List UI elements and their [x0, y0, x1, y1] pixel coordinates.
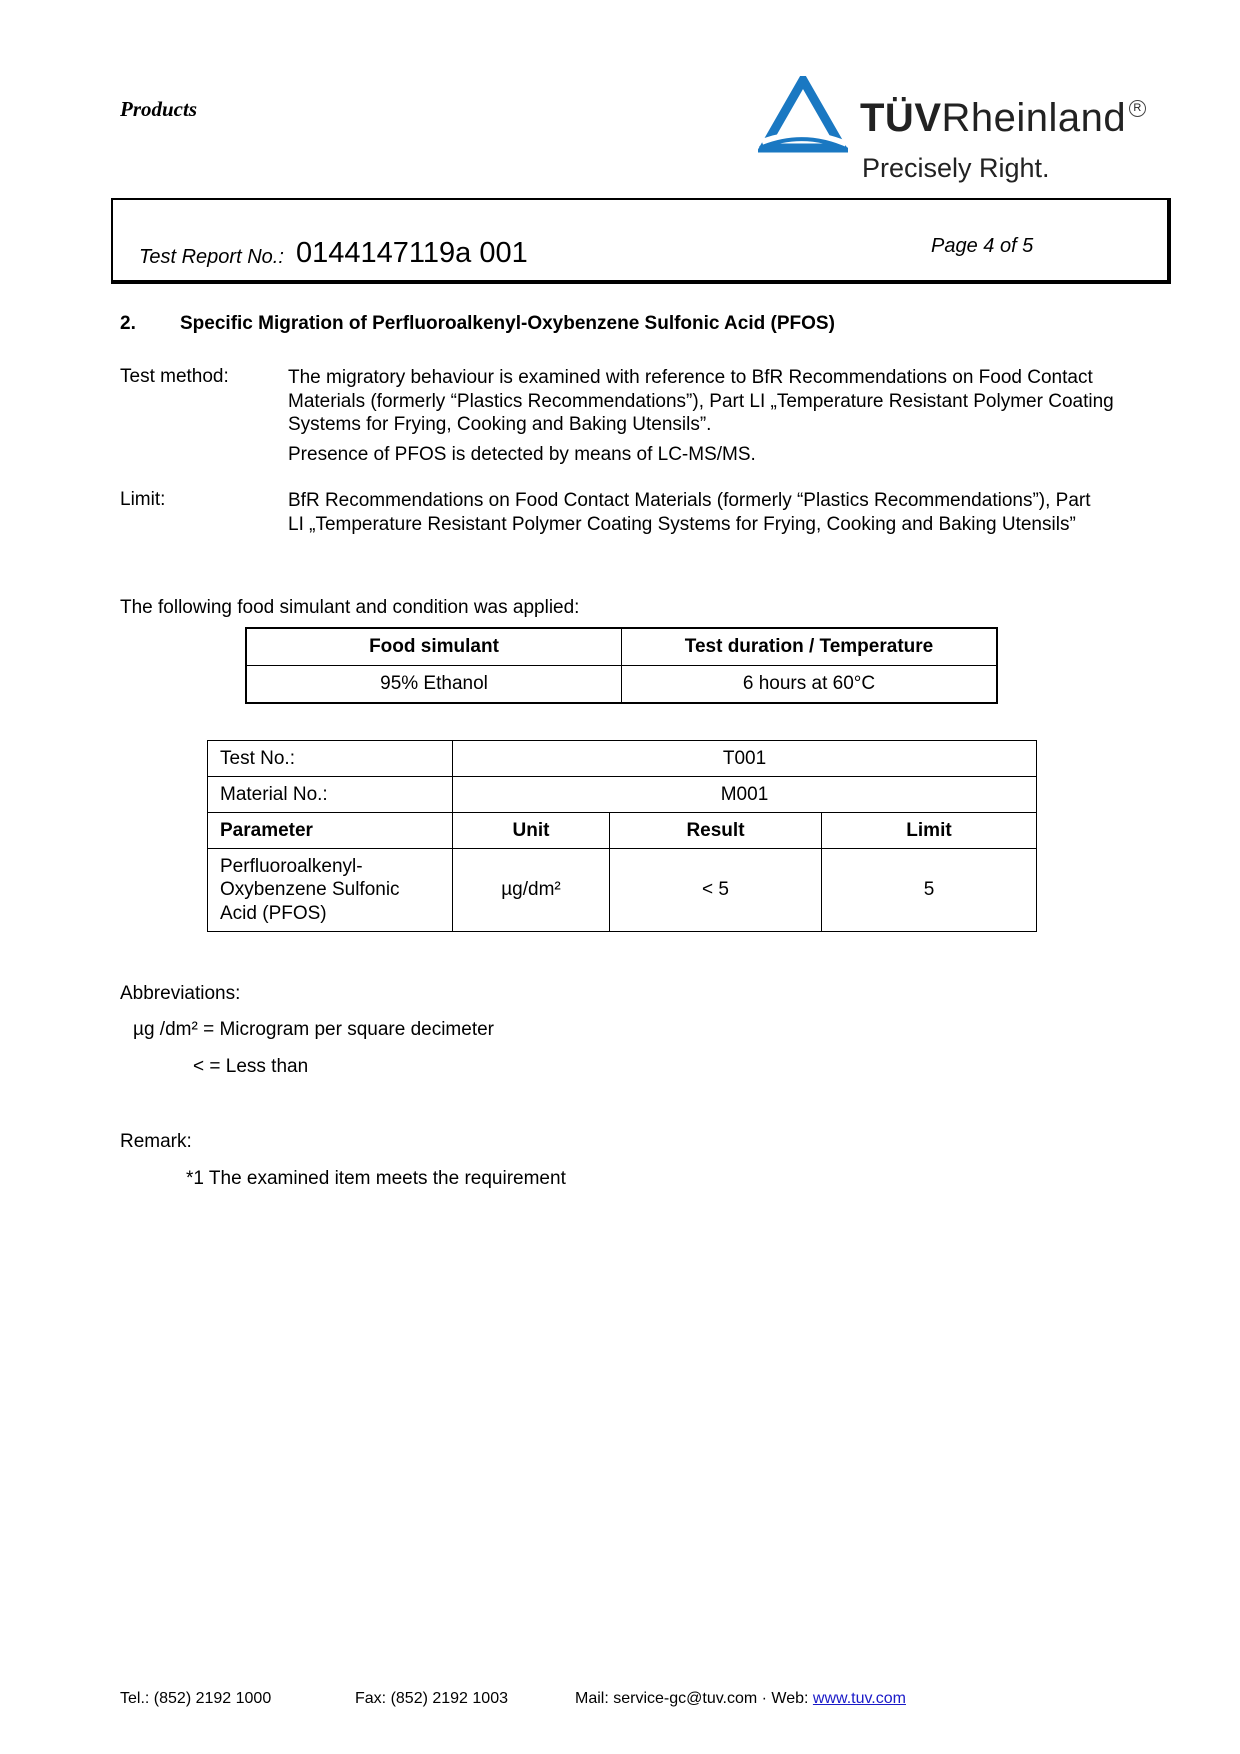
report-header-box [111, 198, 1171, 284]
table-header-cell: Test duration / Temperature [622, 628, 998, 666]
table-cell: 6 hours at 60°C [622, 666, 998, 704]
abbreviation-item: < = Less than [193, 1056, 309, 1077]
table-header-cell: Food simulant [246, 628, 622, 666]
unit-cell: µg/dm² [453, 849, 610, 932]
simulant-intro: The following food simulant and condition was applied: [120, 597, 580, 618]
parameter-line: Perfluoroalkenyl- [220, 855, 363, 877]
table-cell: 95% Ethanol [246, 666, 622, 704]
table-row [208, 813, 1037, 849]
abbreviations-title: Abbreviations: [120, 983, 241, 1004]
footer-fax: Fax: (852) 2192 1003 [355, 1690, 508, 1707]
result-cell: < 5 [610, 849, 822, 932]
abbreviation-item: µg /dm² = Microgram per square decimeter [133, 1019, 494, 1040]
report-number-label: Test Report No.: [139, 246, 284, 268]
table-row [246, 666, 997, 704]
table-cell: T001 [453, 741, 1037, 777]
table-header-cell: Parameter [208, 813, 453, 849]
limit-text: BfR Recommendations on Food Contact Materials (formerly “Plastics Recommendations”), Part LI „Temperature Resistant Polymer Coating Systems for Frying, Cooking and Baking Utensils” [288, 490, 1091, 535]
table-cell: Material No.: [208, 777, 453, 813]
simulant-table [245, 627, 998, 704]
section-title: Specific Migration of Perfluoroalkenyl-Oxybenzene Sulfonic Acid (PFOS) [180, 313, 835, 334]
remark-title: Remark: [120, 1131, 192, 1152]
page-indicator: Page 4 of 5 [931, 235, 1034, 257]
test-method-detection: Presence of PFOS is detected by means of LC-MS/MS. [288, 444, 756, 465]
parameter-line: Oxybenzene Sulfonic [220, 879, 400, 901]
table-row [208, 741, 1037, 777]
remark-text: *1 The examined item meets the requirement [186, 1168, 566, 1189]
footer-contact [575, 1690, 906, 1708]
table-cell: M001 [453, 777, 1037, 813]
section-number: 2. [120, 313, 136, 334]
footer-web-link[interactable]: www.tuv.com [812, 1690, 906, 1707]
footer-tel: Tel.: (852) 2192 1000 [120, 1690, 272, 1707]
tuv-rheinland-logo [758, 76, 1178, 186]
test-method-text: The migratory behaviour is examined with reference to BfR Recommendations on Food Contact Materials (formerly “Plastics Recommendations”), Part LI „Temperature Resistant Polymer Coating Systems for Frying, Cooking and Baking Utensils”. [288, 367, 1114, 435]
table-header-cell: Limit [822, 813, 1037, 849]
brand-tagline: Precisely Right. [862, 153, 1050, 183]
limit-label: Limit: [120, 489, 166, 510]
limit-cell: 5 [822, 849, 1037, 932]
table-header-cell: Unit [453, 813, 610, 849]
table-cell: Test No.: [208, 741, 453, 777]
table-header-cell: Result [610, 813, 822, 849]
table-row [208, 849, 1037, 932]
table-row [246, 628, 997, 666]
footer-mail: Mail: service-gc@tuv.com · Web: [575, 1690, 813, 1707]
registered-mark: R [1129, 100, 1146, 117]
parameter-cell [208, 849, 453, 932]
table-row [208, 777, 1037, 813]
test-method-label: Test method: [120, 366, 229, 387]
triangle-logo-icon [758, 76, 848, 156]
results-table [207, 740, 1037, 932]
report-number: 0144147119a 001 [296, 237, 528, 269]
section-label: Products [120, 97, 198, 121]
brand-name: TÜVRheinland R [860, 96, 1146, 141]
parameter-line: Acid (PFOS) [220, 902, 327, 924]
